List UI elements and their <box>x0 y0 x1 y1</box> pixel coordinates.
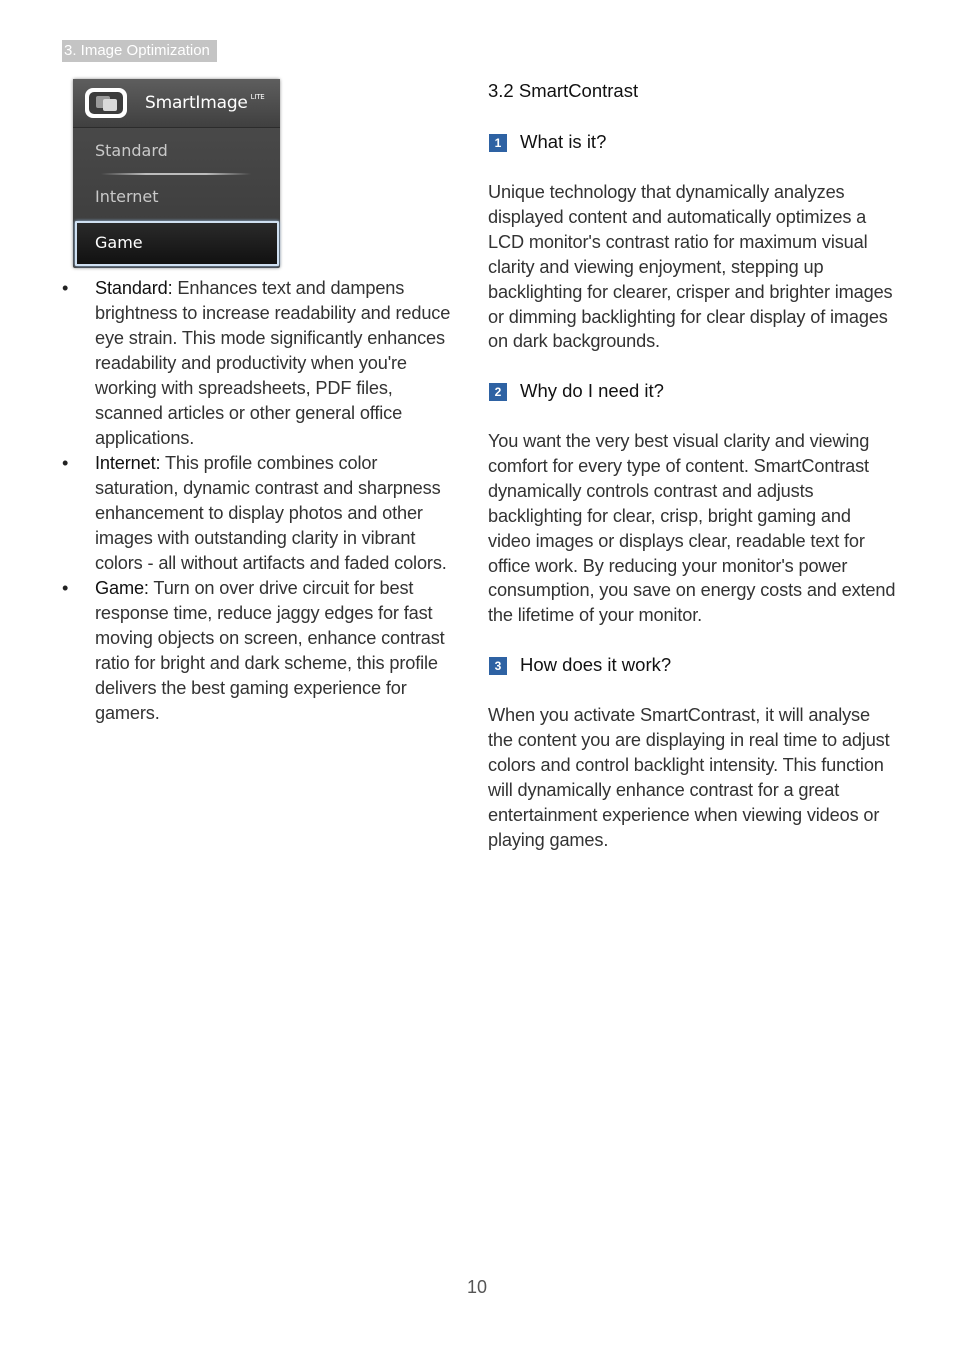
list-item-text: Turn on over drive circuit for best response time, reduce jaggy edges for fast moving objects on screen, enhance contrast ratio for bright and dark scheme, this profile delivers the best gaming experience for gamers. <box>95 578 445 723</box>
list-item-term: Game: <box>95 578 149 598</box>
question-body-2: You want the very best visual clarity and viewing comfort for every type of content. SmartContrast dynamically controls contrast and adjusts backlighting for clear, crisp, bright gaming and video images or displays clear, readable text for office work. By reducing your monitor's power consumption, you save on energy costs and extend the lifetime of your monitor. <box>488 431 896 626</box>
osd-divider <box>101 173 251 175</box>
osd-header <box>73 79 280 128</box>
number-badge: 3 <box>489 657 507 675</box>
mode-description-list <box>62 276 462 726</box>
list-item-term: Standard: <box>95 278 173 298</box>
osd-item-game-selected[interactable] <box>75 221 279 266</box>
osd-item-internet[interactable]: Internet <box>95 187 159 206</box>
osd-title-sup: LITE <box>250 93 265 101</box>
question-title: What is it? <box>520 131 607 152</box>
osd-item-game-label: Game <box>95 233 143 252</box>
list-item-text: Enhances text and dampens brightness to increase readability and reduce eye strain. This mode significantly enhances readability and productivity when you're working with spreadsheets, PDF files, scanned articles or other general office applications. <box>95 278 451 448</box>
bullet-icon: • <box>62 453 69 473</box>
osd-title <box>145 93 265 113</box>
list-item <box>62 576 462 726</box>
bullet-icon: • <box>62 278 69 298</box>
list-item <box>62 451 462 576</box>
number-badge: 2 <box>489 383 507 401</box>
question-title: How does it work? <box>520 654 672 675</box>
question-title: Why do I need it? <box>520 380 664 401</box>
section-title: 3.2 SmartContrast <box>488 80 639 101</box>
smartimage-logo-icon <box>84 87 128 119</box>
question-body-3: When you activate SmartContrast, it will analyse the content you are displaying in real time to adjust colors and control backlight intensity. This function will dynamically enhance contrast for a great entertainment experience when viewing videos or playing games. <box>488 705 890 850</box>
list-item <box>62 276 462 451</box>
osd-item-standard[interactable]: Standard <box>95 141 168 160</box>
bullet-icon: • <box>62 578 69 598</box>
list-item-text: This profile combines color saturation, dynamic contrast and sharpness enhancement to display photos and other images with outstanding clarity in vibrant colors - all without artifacts and faded colors. <box>95 453 447 573</box>
question-body-1: Unique technology that dynamically analyzes displayed content and automatically optimizes a LCD monitor's contrast ratio for maximum visual clarity and viewing enjoyment, stepping up backlighting for clearer, crisper and brighter images or dimming backlighting for clear display of images on dark backgrounds. <box>488 182 893 352</box>
number-badge: 1 <box>489 134 507 152</box>
chapter-tab: 3. Image Optimization <box>62 40 217 62</box>
smartimage-osd-menu <box>73 79 280 268</box>
list-item-term: Internet: <box>95 453 161 473</box>
page-number: 10 <box>466 1277 488 1297</box>
osd-title-text: SmartImage <box>145 93 248 113</box>
